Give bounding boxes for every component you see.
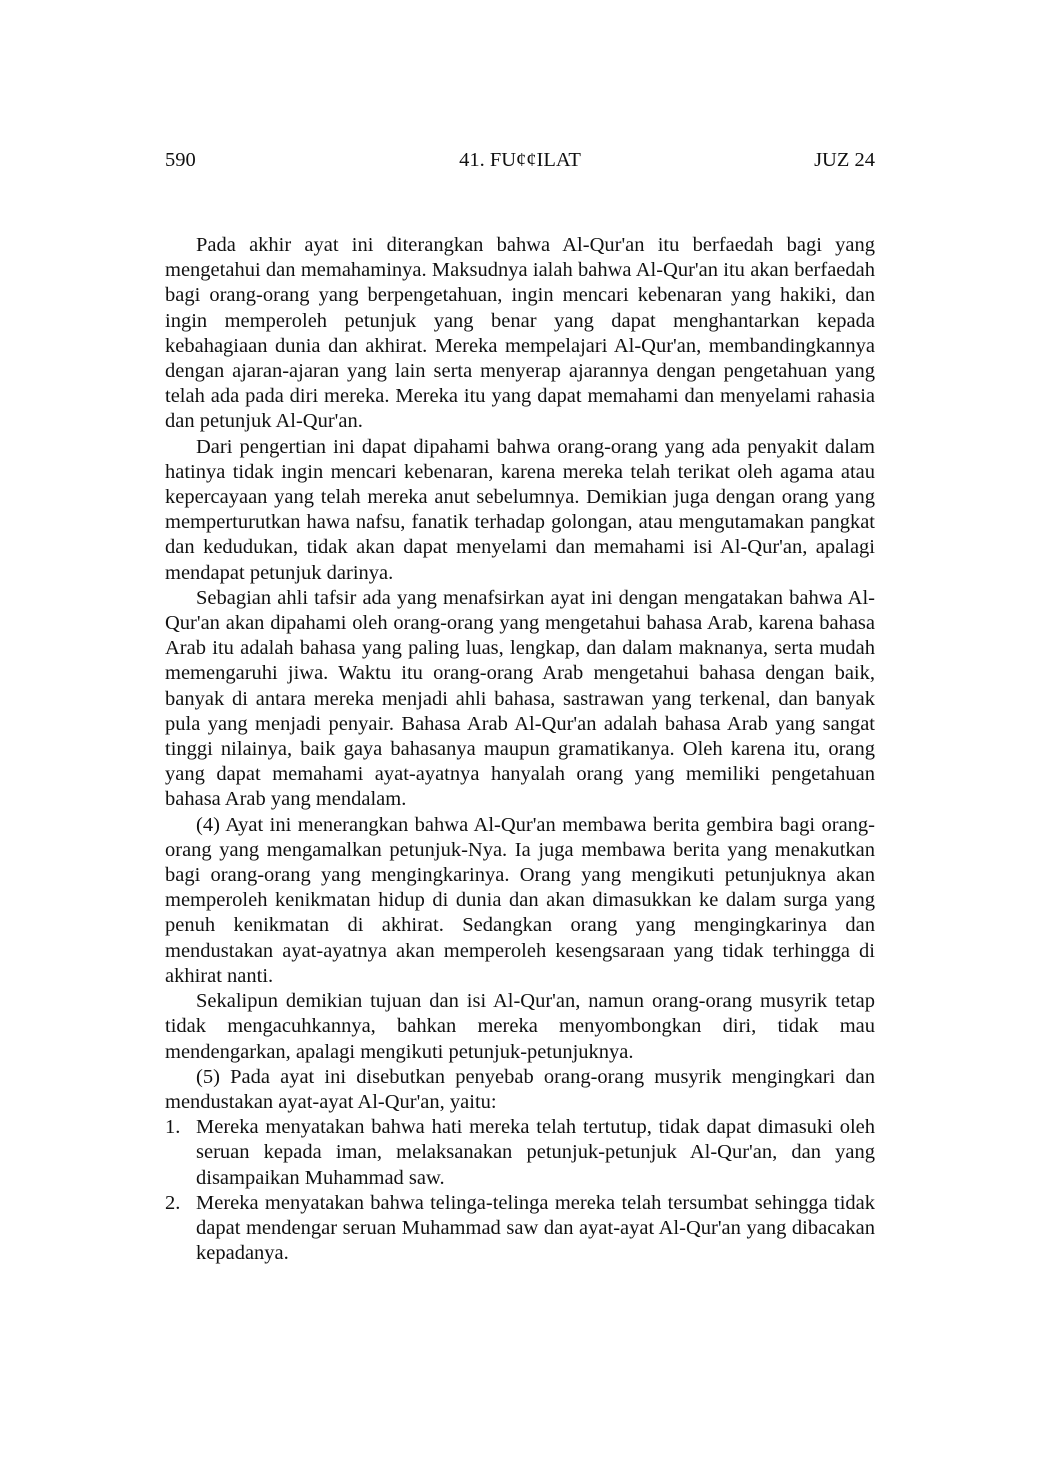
list-item	[165, 1115, 875, 1191]
list-item	[165, 1191, 875, 1267]
page-header	[165, 147, 875, 173]
paragraph-6: (5) Pada ayat ini disebutkan penyebab orang-orang musyrik mengingkari dan mendustakan ayat-ayat Al-Qur'an, yaitu:	[165, 1065, 875, 1113]
paragraph-2: Dari pengertian ini dapat dipahami bahwa orang-orang yang ada penyakit dalam hatinya tidak ingin mencari kebenaran, karena mereka telah terikat oleh agama atau kepercayaan yang telah mereka anut sebelumnya. Demikian juga dengan orang yang memperturutkan hawa nafsu, fanatik terhadap golongan, atau mengutamakan pangkat dan kedudukan, tidak akan dapat menyelami dan memahami isi Al-Qur'an, apalagi mendapat petunjuk darinya.	[165, 435, 875, 584]
paragraph-5: Sekalipun demikian tujuan dan isi Al-Qur'an, namun orang-orang musyrik tetap tidak mengacuhkannya, bahkan mereka menyombongkan diri, tidak mau mendengarkan, apalagi mengikuti petunjuk-petunjuknya.	[165, 990, 875, 1063]
list-item-number: 1.	[165, 1116, 181, 1139]
body-text	[165, 233, 875, 1266]
page-number: 590	[165, 149, 196, 171]
list-item-number: 2.	[165, 1191, 181, 1214]
list-item-text: Mereka menyatakan bahwa telinga-telinga mereka telah tersumbat sehingga tidak dapat mendengar seruan Muhammad saw dan ayat-ayat Al-Qur'an yang dibacakan kepadanya.	[196, 1191, 875, 1265]
paragraph-3: Sebagian ahli tafsir ada yang menafsirkan ayat ini dengan mengatakan bahwa Al-Qur'an akan dipahami oleh orang-orang yang mengetahui bahasa Arab, karena bahasa Arab itu adalah bahasa yang paling luas, lengkap, dan dalam maknanya, serta mudah memengaruhi jiwa. Waktu itu orang-orang Arab mengetahui bahasa dengan baik, banyak di antara mereka menjadi ahli bahasa, sastrawan yang terkenal, dan banyak pula yang menjadi penyair. Bahasa Arab Al-Qur'an adalah bahasa Arab yang sangat tinggi nilainya, baik gaya bahasanya maupun gramatikanya. Oleh karena itu, orang yang dapat memahami ayat-ayatnya hanyalah orang yang memiliki pengetahuan bahasa Arab yang mendalam.	[165, 586, 875, 811]
numbered-list	[165, 1115, 875, 1266]
surah-title: 41. FU¢¢ILAT	[459, 149, 581, 171]
paragraph-4: (4) Ayat ini menerangkan bahwa Al-Qur'an membawa berita gembira bagi orang-orang yang mengamalkan petunjuk-Nya. Ia juga membawa berita yang menakutkan bagi orang-orang yang mengingkarinya. Orang yang mengikuti petunjuknya akan memperoleh kenikmatan hidup di dunia dan akan dimasukkan ke dalam surga yang penuh kenikmatan di akhirat. Sedangkan orang yang mengingkarinya dan mendustakan ayat-ayatnya akan memperoleh kesengsaraan yang tidak terhingga di akhirat nanti.	[165, 813, 875, 987]
list-item-text: Mereka menyatakan bahwa hati mereka telah tertutup, tidak dapat dimasuki oleh seruan kepada iman, melaksanakan petunjuk-petunjuk Al-Qur'an, dan yang disampaikan Muhammad saw.	[196, 1116, 875, 1189]
paragraph-1: Pada akhir ayat ini diterangkan bahwa Al-Qur'an itu berfaedah bagi yang mengetahui dan memahaminya. Maksudnya ialah bahwa Al-Qur'an itu akan berfaedah bagi orang-orang yang berpengetahuan, ingin mencari kebenaran yang hakiki, dan ingin memperoleh petunjuk yang benar yang dapat menghantarkan kepada kebahagiaan dunia dan akhirat. Mereka mempelajari Al-Qur'an, membandingkannya dengan ajaran-ajaran yang lain serta menyerap ajarannya dengan pengetahuan yang telah ada pada diri mereka. Mereka itu yang dapat memahami dan menyelami rahasia dan petunjuk Al-Qur'an.	[165, 234, 875, 433]
juz-label: JUZ 24	[814, 149, 875, 171]
